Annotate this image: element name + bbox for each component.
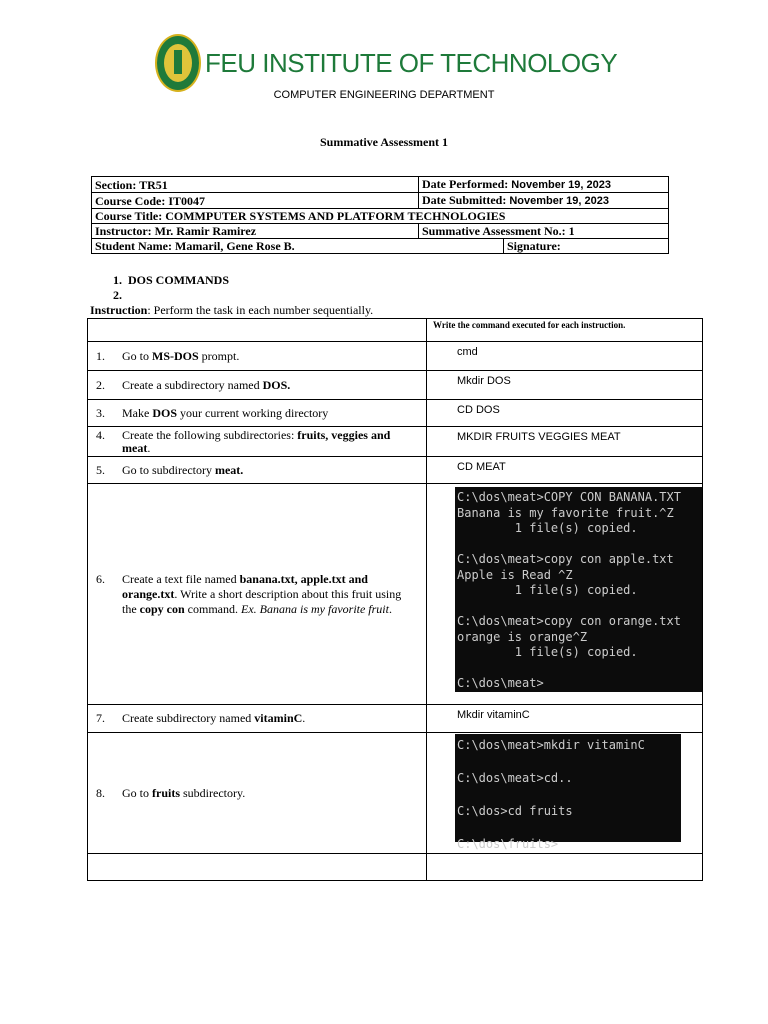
task-header-cell [88, 319, 427, 342]
table-row: 2. Create a subdirectory named DOS. Mkdir DOS [88, 371, 703, 400]
command-header: Write the command executed for each instruction. [427, 319, 703, 342]
command-cell: CD MEAT [427, 457, 703, 484]
terminal-screenshot-copy-con: C:\dos\meat>COPY CON BANANA.TXT Banana is my favorite fruit.^Z 1 file(s) copied. C:\dos\meat>copy con apple.txt Apple is Read ^Z 1 file(s) copied. C:\dos\meat>copy con orange.txt orange is orange^Z 1 file(s) copied. C:\dos\meat> [455, 487, 702, 692]
signature-cell: Signature: [504, 239, 669, 254]
date-submitted-cell: Date Submitted: November 19, 2023 [419, 193, 669, 209]
info-table [91, 176, 669, 254]
feu-seal-logo [155, 34, 201, 92]
course-code-cell: Course Code: IT0047 [92, 193, 419, 209]
document-title: Summative Assessment 1 [320, 135, 448, 149]
list-item-2: 2. [113, 288, 122, 302]
section-cell: Section: TR51 [92, 177, 419, 193]
date-performed-cell: Date Performed: November 19, 2023 [419, 177, 669, 193]
command-cell: Mkdir DOS [427, 371, 703, 400]
table-row [88, 854, 703, 881]
table-row: 7. Create subdirectory named vitaminC. Mkdir vitaminC [88, 705, 703, 733]
list-item-1: 1. DOS COMMANDS [113, 273, 229, 287]
assessment-no-cell: Summative Assessment No.: 1 [419, 224, 669, 239]
table-row: 5. Go to subdirectory meat. CD MEAT [88, 457, 703, 484]
student-name-cell: Student Name: Mamaril, Gene Rose B. [92, 239, 504, 254]
table-row: 1. Go to MS-DOS prompt. cmd [88, 342, 703, 371]
instruction-text: Instruction: Perform the task in each number sequentially. [90, 303, 374, 317]
table-row: 4. Create the following subdirectories: fruits, veggies and meat. MKDIR FRUITS VEGGIES MEAT [88, 427, 703, 457]
command-cell: CD DOS [427, 400, 703, 427]
institution-name: FEU INSTITUTE OF TECHNOLOGY [205, 48, 618, 78]
table-row: 6. Create a text file named banana.txt, apple.txt and orange.txt. Write a short description about this fruit using the copy con command. Ex. Banana is my favorite fruit. C:\dos\meat>COPY CON BANANA.TXT Banana is my favorite fruit.^Z 1 file(s) copied. C:\dos\meat>copy con apple.txt Apple is Read ^Z 1 file(s) copied. C:\dos\meat>copy con orange.txt orange is orange^Z 1 file(s) copied. C:\dos\meat> [88, 484, 703, 705]
terminal-screenshot-cd-fruits: C:\dos\meat>mkdir vitaminC C:\dos\meat>cd.. C:\dos>cd fruits C:\dos\fruits> [455, 734, 681, 842]
command-cell: Mkdir vitaminC [427, 705, 703, 733]
instructor-cell: Instructor: Mr. Ramir Ramirez [92, 224, 419, 239]
command-cell: MKDIR FRUITS VEGGIES MEAT [427, 427, 703, 457]
table-row: 8. Go to fruits subdirectory. C:\dos\meat>mkdir vitaminC C:\dos\meat>cd.. C:\dos>cd fruits C:\dos\fruits> [88, 733, 703, 854]
tasks-table [87, 318, 703, 881]
department-name: COMPUTER ENGINEERING DEPARTMENT [273, 89, 495, 101]
command-cell: cmd [427, 342, 703, 371]
table-row: 3. Make DOS your current working directory CD DOS [88, 400, 703, 427]
course-title-cell: Course Title: COMMPUTER SYSTEMS AND PLATFORM TECHNOLOGIES [92, 209, 669, 224]
